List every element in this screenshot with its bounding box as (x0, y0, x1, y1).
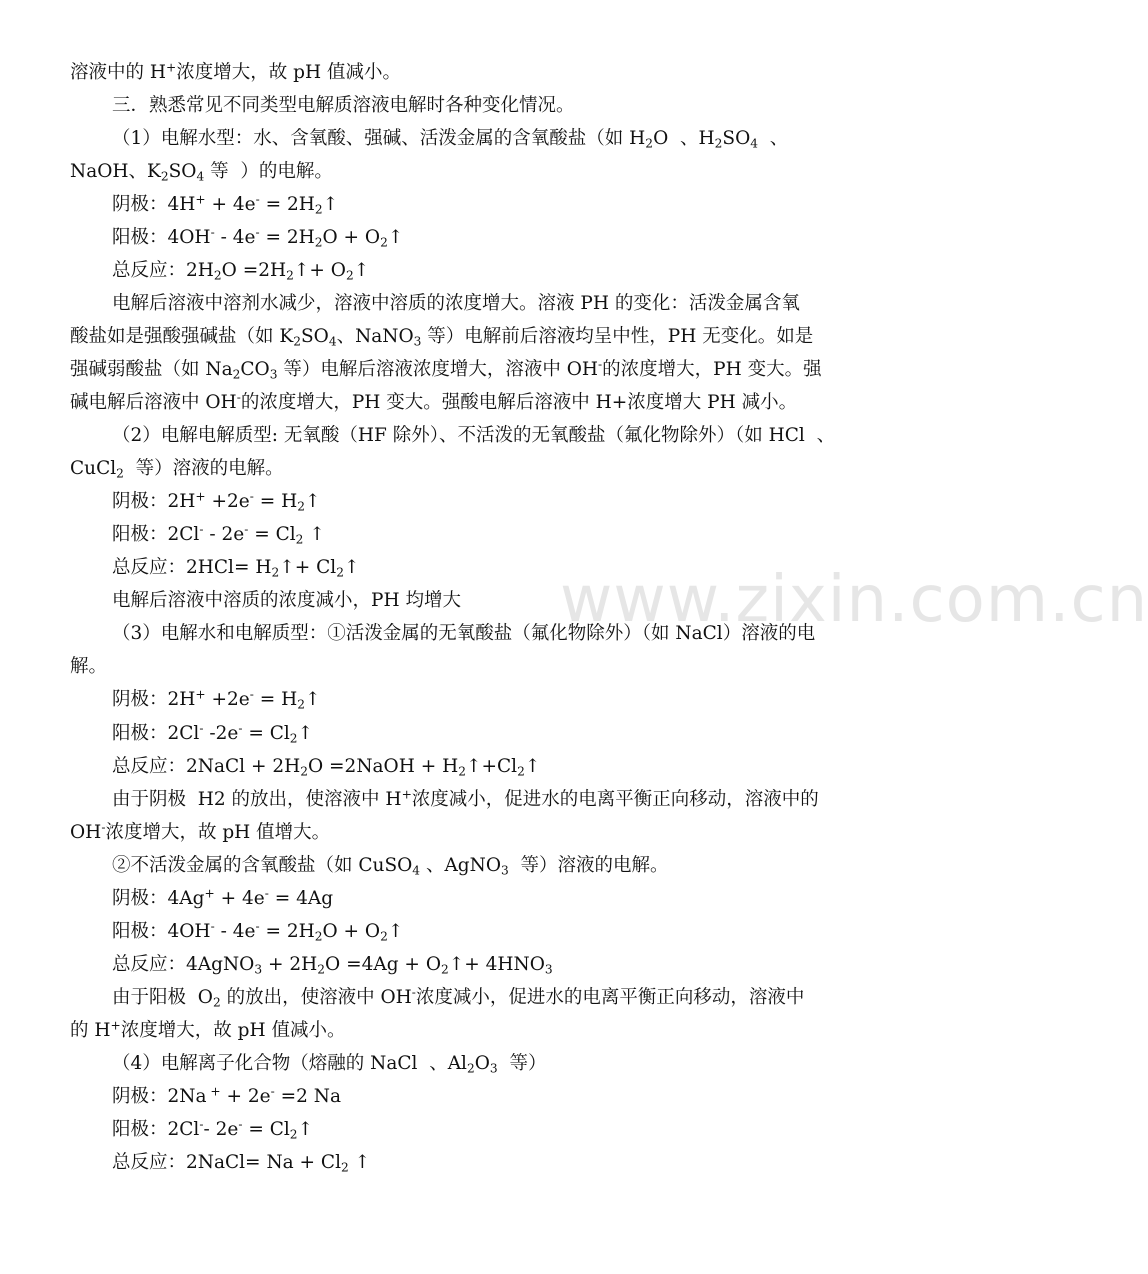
text-line (0, 882, 920, 915)
superscript: - (598, 357, 603, 372)
subscript: 2 (295, 532, 304, 547)
subscript: 2 (336, 565, 344, 580)
text-run: 浓度增大，故 pH 值减小。 (120, 1019, 346, 1041)
text-line (0, 56, 920, 89)
text-line (0, 452, 920, 485)
text-run: + 4e (205, 193, 256, 215)
text-run: 解。 (70, 656, 108, 678)
subscript: 4 (328, 334, 337, 349)
text-run: SO (722, 127, 751, 149)
text-run: O =2NaOH + H (308, 755, 459, 777)
text-run: （1）电解水型：水、含氧酸、强碱、活泼金属的含氧酸盐（如 H (112, 127, 646, 149)
text-run: 阴极：2Na (112, 1086, 207, 1108)
text-line (0, 89, 920, 122)
superscript: - (249, 687, 254, 702)
text-line (0, 551, 920, 584)
text-run: O + O (322, 226, 381, 248)
subscript: 2 (517, 763, 525, 778)
superscript: - (101, 819, 106, 834)
text-run: = Cl (248, 524, 296, 546)
subscript: 2 (289, 730, 298, 745)
superscript: - (255, 225, 260, 240)
text-run: 等 ）的电解。 (204, 160, 333, 182)
text-run: 总反应：4AgNO (112, 953, 255, 975)
text-run: - 2e (203, 1119, 239, 1141)
superscript: + (110, 1018, 121, 1033)
text-run: ↑+ O (293, 259, 346, 281)
superscript: - (255, 191, 260, 206)
text-run: （2）电解电解质型: 无氧酸（HF 除外）、不活泼的无氧酸盐（氟化物除外）（如 HCl 、 (112, 425, 836, 447)
text-line (0, 287, 920, 320)
text-run: ↑ (344, 557, 360, 579)
subscript: 2 (466, 1061, 475, 1076)
subscript: 2 (271, 565, 280, 580)
subscript: 2 (116, 466, 124, 481)
text-line (0, 981, 920, 1014)
text-line (0, 650, 920, 683)
watermark: www.zixin.com.cn (560, 563, 1148, 637)
text-run: 电解后溶液中溶质的浓度减小，PH 均增大 (112, 590, 461, 612)
subscript: 2 (297, 499, 306, 514)
subscript: 2 (212, 995, 221, 1010)
text-line (0, 1113, 920, 1146)
subscript: 2 (458, 763, 466, 778)
subscript: 2 (645, 136, 654, 150)
subscript: 2 (714, 136, 723, 150)
text-run: 浓度减小，促进水的电离平衡正向移动，溶液中 (415, 986, 805, 1008)
text-run: - 4e (214, 920, 256, 942)
subscript: 2 (380, 929, 388, 944)
subscript: 2 (440, 962, 449, 977)
subscript: 2 (300, 763, 308, 778)
text-run: 电解后溶液中溶剂水减少，溶液中溶质的浓度增大。溶液 PH 的变化：活泼金属含氧 (112, 292, 800, 314)
text-run: 浓度增大，故 pH 值增大。 (105, 821, 331, 843)
text-run: 的浓度增大，PH 变大。强 (602, 358, 822, 380)
text-run: = 4Ag (268, 887, 334, 909)
text-run: 、AgNO (420, 854, 502, 876)
text-run: ↑ (322, 193, 339, 215)
subscript: 2 (289, 1127, 298, 1142)
text-line (0, 1047, 920, 1080)
text-run: ↑ (524, 755, 541, 777)
text-run: 浓度减小，促进水的电离平衡正向移动，溶液中的 (411, 788, 819, 810)
text-line (0, 518, 920, 551)
text-run: 溶液中的 H (70, 61, 167, 83)
text-run: =2 Na (274, 1086, 341, 1108)
text-run: = 2H (259, 920, 315, 942)
subscript: 2 (213, 268, 222, 283)
subscript: 3 (269, 367, 278, 382)
text-run: 等）电解前后溶液均呈中性，PH 无变化。如是 (421, 325, 814, 347)
text-run: 阳极：4OH (112, 226, 211, 248)
subscript: 2 (314, 235, 323, 250)
text-run: = 2H (259, 193, 315, 215)
text-line (0, 783, 920, 816)
text-run: 阳极：2Cl (112, 722, 200, 744)
text-run: 碱电解后溶液中 OH (70, 392, 237, 413)
text-run: +2e (205, 689, 250, 711)
text-run: 总反应：2H (112, 259, 214, 281)
subscript: 2 (286, 268, 294, 283)
text-run: ↑ (387, 920, 404, 942)
text-run: 由于阴极 H2 的放出，使溶液中 H (112, 788, 402, 810)
text-line (0, 816, 920, 849)
text-run: O (474, 1053, 490, 1074)
text-run: 总反应：2NaCl + 2H (112, 755, 301, 777)
text-run: 阴极：4H (112, 193, 196, 215)
text-run: CO (240, 358, 270, 380)
text-run: ↑+ Cl (279, 557, 337, 579)
text-line (0, 320, 920, 353)
subscript: 3 (501, 863, 509, 878)
text-run: 阳极：4OH (112, 920, 211, 942)
subscript: 3 (544, 962, 553, 977)
text-run: ↑ (353, 259, 370, 281)
subscript: 2 (341, 1160, 349, 1175)
text-run: ↑ (303, 524, 325, 546)
text-run: 总反应：2HCl= H (112, 557, 272, 579)
text-run: -2e (203, 722, 239, 744)
text-line (0, 254, 920, 287)
text-line (0, 353, 920, 386)
text-run: O =4Ag + O (325, 953, 441, 975)
text-run: + 2H (262, 953, 318, 975)
text-line (0, 915, 920, 948)
text-run: = 2H (259, 226, 315, 248)
text-run: = H (253, 491, 298, 513)
superscript: - (210, 225, 215, 240)
superscript: - (255, 919, 260, 934)
subscript: 2 (314, 202, 323, 217)
text-run: 的浓度增大，PH 变大。强酸电解后溶液中 H+浓度增大 PH 减小。 (240, 392, 798, 413)
subscript: 2 (297, 697, 306, 712)
text-run: = Cl (242, 1119, 290, 1141)
superscript: - (249, 489, 254, 504)
text-run: 阴极：2H (112, 491, 196, 513)
superscript: - (244, 522, 249, 537)
superscript: - (199, 1117, 204, 1132)
text-run: 等）电解后溶液浓度增大，溶液中 OH (277, 358, 599, 380)
subscript: 4 (196, 169, 205, 184)
subscript: 3 (413, 334, 422, 349)
text-line (0, 419, 920, 452)
text-run: 三．熟悉常见不同类型电解质溶液电解时各种变化情况。 (112, 94, 575, 116)
text-run: SO (168, 160, 197, 182)
text-run: （3）电解水和电解质型：①活泼金属的无氧酸盐（氟化物除外）（如 NaCl）溶液的电 (112, 623, 816, 645)
text-run: 的放出，使溶液中 OH (220, 986, 412, 1008)
text-line (0, 617, 920, 650)
text-run: O =2H (221, 259, 287, 281)
superscript: + (166, 59, 177, 74)
text-run: 、 (758, 127, 789, 149)
text-run: 强碱弱酸盐（如 Na (70, 358, 233, 380)
text-line (0, 1014, 920, 1047)
subscript: 2 (293, 334, 301, 349)
superscript: - (264, 886, 269, 901)
subscript: 4 (750, 136, 758, 150)
text-run: 的 H (70, 1019, 111, 1041)
text-line (0, 683, 920, 716)
text-run: 、NaNO (336, 325, 414, 347)
text-run: 阳极：2Cl (112, 1119, 200, 1141)
text-line (0, 221, 920, 254)
text-line (0, 1080, 920, 1113)
text-run: 阳极：2Cl (112, 524, 200, 546)
text-run: = Cl (242, 722, 290, 744)
subscript: 4 (412, 863, 421, 878)
text-run: NaOH、K (70, 160, 161, 182)
subscript: 2 (317, 962, 326, 977)
superscript: + (206, 1084, 221, 1099)
text-run: + 4e (214, 887, 265, 909)
superscript: - (236, 390, 241, 405)
text-line (0, 122, 920, 155)
superscript: - (238, 720, 243, 735)
subscript: 2 (345, 268, 354, 283)
text-run: 由于阳极 O (112, 986, 213, 1008)
text-line (0, 948, 920, 981)
text-run: （4）电解离子化合物（熔融的 NaCl 、Al (112, 1053, 467, 1074)
text-run: 浓度增大，故 pH 值减小。 (176, 61, 401, 83)
text-run: 酸盐如是强酸强碱盐（如 K (70, 325, 294, 347)
text-line (0, 1146, 920, 1179)
text-line (0, 750, 920, 783)
subscript: 3 (489, 1061, 498, 1076)
text-run: O 、H (653, 127, 715, 149)
superscript: - (210, 919, 215, 934)
superscript: + (195, 687, 206, 702)
text-run: ↑ (297, 1119, 314, 1141)
text-run: 等）溶液的电解。 (123, 458, 284, 480)
superscript: + (195, 191, 206, 206)
subscript: 2 (232, 367, 241, 382)
subscript: 2 (160, 169, 169, 184)
superscript: + (204, 886, 215, 901)
text-run: 总反应：2NaCl= Na + Cl (112, 1152, 341, 1174)
text-line (0, 188, 920, 221)
text-run: 阴极：2H (112, 689, 196, 711)
superscript: - (238, 1117, 243, 1132)
text-run: +2e (205, 491, 250, 513)
superscript: + (401, 786, 412, 801)
text-run: CuCl (70, 458, 117, 480)
text-run: ②不活泼金属的含氧酸盐（如 CuSO (112, 854, 413, 876)
text-run: 等）溶液的电解。 (508, 854, 669, 876)
superscript: + (195, 489, 206, 504)
text-run: ↑ (305, 689, 321, 711)
text-run: = H (253, 689, 298, 711)
subscript: 2 (380, 235, 388, 250)
text-line (0, 386, 920, 419)
superscript: - (199, 720, 204, 735)
text-line (0, 155, 920, 188)
superscript: - (199, 522, 204, 537)
text-line (0, 849, 920, 882)
text-run: ↑+Cl (466, 755, 518, 777)
text-run: ↑ (387, 226, 404, 248)
text-run: SO (300, 325, 329, 347)
text-run: + 2e (220, 1086, 271, 1108)
subscript: 3 (254, 962, 263, 977)
text-run: - 2e (203, 524, 245, 546)
text-run: ↑ (297, 722, 314, 744)
text-line (0, 584, 920, 617)
text-run: - 4e (214, 226, 256, 248)
text-line (0, 717, 920, 750)
text-run: OH (70, 821, 102, 843)
text-run: 阴极：4Ag (112, 887, 205, 909)
text-run: 等） (497, 1053, 547, 1074)
text-run: ↑ (348, 1152, 371, 1174)
subscript: 2 (314, 929, 323, 944)
text-line (0, 485, 920, 518)
text-run: ↑+ 4HNO (448, 953, 545, 975)
superscript: - (270, 1084, 275, 1099)
text-run: O + O (322, 920, 381, 942)
text-run: ↑ (305, 491, 321, 513)
superscript: - (411, 985, 416, 1000)
